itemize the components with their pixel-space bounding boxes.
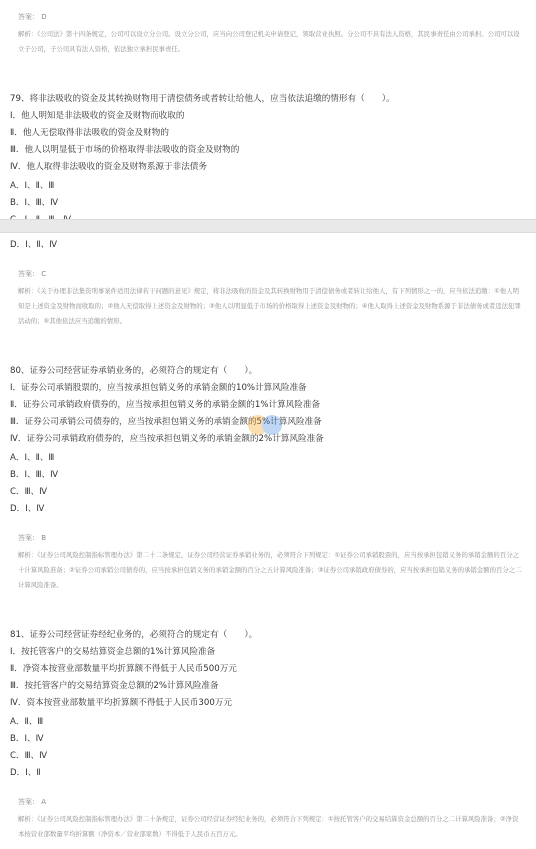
q81-item-3: Ⅲ．按托管客户的交易结算资金总额的2%计算风险准备 (10, 681, 219, 691)
q81-item-1: Ⅰ．按托管客户的交易结算资金总额的1%计算风险准备 (10, 647, 216, 657)
q81-option-d: D．Ⅰ、Ⅱ (10, 768, 41, 778)
q79-option-a: A．Ⅰ、Ⅱ、Ⅲ (10, 181, 55, 191)
q81-analysis: 解析：《证券公司风险控制指标管理办法》第二十条规定，证券公司经营证券经纪业务的，必须符合下列规定：①按托管客户的交易结算资金总额的百分之二计算风险准备；②净资本按营业部数量平均折算额（净资本／营业部家数）不得低于人民币五百万元。 (18, 815, 519, 838)
q80-analysis: 解析：《证券公司风险控制指标管理办法》第二十二条规定，证券公司经营证券承销业务的，必须符合下列规定：①证券公司承销股票的，应当按承担包销义务的承销金额的百分之十计算风险准备；②证券公司承销公司债券的，应当按承担包销义务的承销金额的百分之五计算风险准备；③证券公司承销政府债券的，应当按承担包销义务的承销金额的百分之二计算风险准备。 (18, 551, 522, 589)
q81-item-4: Ⅳ．资本按营业部数量平均折算额不得低于人民币300万元 (10, 698, 232, 708)
q81-question: 81、证券公司经营证券经纪业务的，必须符合的规定有（ ）。 (10, 630, 258, 640)
q81-answer: 答案： A (18, 798, 47, 806)
q78-analysis: 解析：《公司法》第十四条规定，公司可以设立分公司。设立分公司，应当向公司登记机关申请登记，领取营业执照。分公司不具有法人资格，其民事责任由公司承担。公司可以设立子公司，子公司具有法人资格，依法独立承担民事责任。 (18, 30, 520, 53)
q80-option-c: C．Ⅲ、Ⅳ (10, 487, 48, 497)
q81-option-b: B．Ⅰ、Ⅳ (10, 734, 44, 744)
q79-option-d: D．Ⅰ、Ⅱ、Ⅳ (10, 240, 58, 250)
q81-item-2: Ⅱ．净资本按营业部数量平均折算额不得低于人民币500万元 (10, 664, 237, 674)
q80-answer: 答案： B (18, 534, 47, 542)
q79-option-b: B．Ⅰ、Ⅲ、Ⅳ (10, 198, 59, 208)
q80-item-2: Ⅱ．证券公司承销政府债券的，应当按承担包销义务的承销金额的1%计算风险准备 (10, 400, 321, 410)
q80-question: 80、证券公司经营证券承销业务的，必须符合的规定有（ ）。 (10, 366, 258, 376)
q80-option-b: B．Ⅰ、Ⅲ、Ⅳ (10, 470, 59, 480)
q81-option-a: A．Ⅱ、Ⅲ (10, 717, 44, 727)
q80-item-4: Ⅳ．证券公司承销政府债券的，应当按承担包销义务的承销金额的2%计算风险准备 (10, 434, 324, 444)
q79-analysis: 解析：《关于办理非法集资刑事案件适用法律若干问题的意见》规定，将非法吸收的资金及其转换财物用于清偿债务或者转让给他人，有下列情形之一的，应当依法追缴：①他人明知是上述资金及财物而收取的；②他人无偿取得上述资金及财物的；③他人以明显低于市场的价格取得上述资金及财物的；④他人取得上述资金及财物系源于非法债务或者违法犯罪活动的；⑤其他依法应当追缴的情形。 (18, 287, 521, 325)
q80-option-d: D．Ⅰ、Ⅳ (10, 504, 45, 514)
q81-option-c: C．Ⅲ、Ⅳ (10, 751, 48, 761)
q80-item-1: Ⅰ．证券公司承销股票的，应当按承担包销义务的承销金额的10%计算风险准备 (10, 383, 307, 393)
watermark-logo-icon (246, 411, 286, 439)
q79-item-4: Ⅳ．他人取得非法吸收的资金及财物系源于非法债务 (10, 162, 207, 172)
q79-item-3: Ⅲ．他人以明显低于市场的价格取得非法吸收的资金及财物的 (10, 145, 240, 155)
q79-answer: 答案： C (18, 270, 47, 278)
q78-answer: 答案： D (18, 13, 47, 21)
q79-question: 79、将非法吸收的资金及其转换财物用于清偿债务或者转让给他人，应当依法追缴的情形有（ ）。 (10, 94, 395, 104)
q79-item-1: Ⅰ．他人明知是非法吸收的资金及财物而收取的 (10, 111, 185, 121)
q80-item-3: Ⅲ．证券公司承销公司债券的，应当按承担包销义务的承销金额的5%计算风险准备 (10, 417, 322, 427)
q80-option-a: A．Ⅰ、Ⅱ、Ⅲ (10, 453, 55, 463)
page-break-divider (0, 219, 536, 233)
q79-item-2: Ⅱ．他人无偿取得非法吸收的资金及财物的 (10, 128, 169, 138)
